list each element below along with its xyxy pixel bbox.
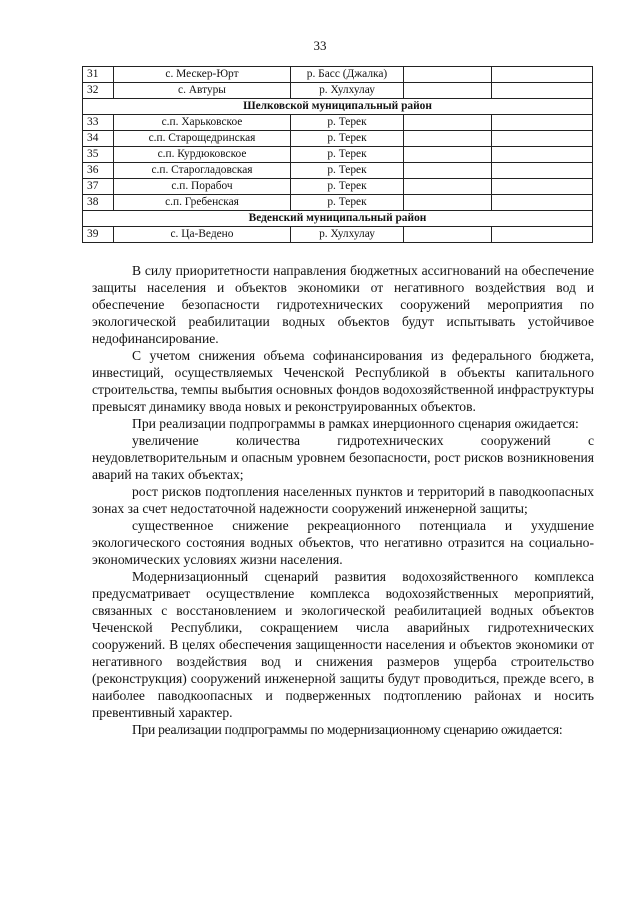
river-name: р. Терек bbox=[291, 115, 404, 131]
river-name: р. Терек bbox=[291, 147, 404, 163]
settlement-name: с.п. Харьковское bbox=[114, 115, 291, 131]
settlement-name: с.п. Курдюковское bbox=[114, 147, 291, 163]
empty-cell bbox=[492, 83, 593, 99]
row-number: 32 bbox=[83, 83, 114, 99]
empty-cell bbox=[492, 67, 593, 83]
table-row bbox=[83, 131, 593, 147]
empty-cell bbox=[492, 227, 593, 243]
paragraph: При реализации подпрограммы в рамках инерционного сценария ожидается: bbox=[132, 416, 579, 431]
empty-cell bbox=[404, 227, 492, 243]
empty-cell bbox=[492, 131, 593, 147]
settlements-table-body bbox=[83, 67, 593, 243]
settlement-name: с.п. Старогладовская bbox=[114, 163, 291, 179]
table-row bbox=[83, 115, 593, 131]
district-header-row bbox=[83, 99, 593, 115]
settlement-name: с. Ца-Ведено bbox=[114, 227, 291, 243]
river-name: р. Хулхулау bbox=[291, 227, 404, 243]
district-name: Шелковской муниципальный район bbox=[83, 99, 593, 115]
empty-cell bbox=[492, 163, 593, 179]
empty-cell bbox=[492, 179, 593, 195]
row-number: 37 bbox=[83, 179, 114, 195]
row-number: 36 bbox=[83, 163, 114, 179]
empty-cell bbox=[492, 195, 593, 211]
row-number: 31 bbox=[83, 67, 114, 83]
empty-cell bbox=[404, 83, 492, 99]
row-number: 39 bbox=[83, 227, 114, 243]
table-row bbox=[83, 147, 593, 163]
settlement-name: с. Автуры bbox=[114, 83, 291, 99]
river-name: р. Терек bbox=[291, 179, 404, 195]
settlement-name: с.п. Гребенская bbox=[114, 195, 291, 211]
paragraph: С учетом снижения объема софинансирования из федерального бюджета, инвестиций, осуществляемых Чеченской Республикой в объекты капитального строительства, темпы выбытия основных фондов водохозяйственной инфраструктуры превысят динамику ввода новых и реконструированных объектов. bbox=[92, 348, 594, 414]
river-name: р. Басс (Джалка) bbox=[291, 67, 404, 83]
row-number: 35 bbox=[83, 147, 114, 163]
empty-cell bbox=[404, 163, 492, 179]
empty-cell bbox=[492, 115, 593, 131]
table-row bbox=[83, 163, 593, 179]
river-name: р. Терек bbox=[291, 163, 404, 179]
empty-cell bbox=[404, 67, 492, 83]
river-name: р. Терек bbox=[291, 195, 404, 211]
paragraph: увеличение количества гидротехнических сооружений с неудовлетворительным и опасным уровнем безопасности, рост рисков возникновения аварий на таких объектах; bbox=[92, 433, 594, 482]
settlements-table bbox=[82, 66, 593, 243]
paragraph: рост рисков подтопления населенных пунктов и территорий в паводкоопасных зонах за счет недостаточной надежности сооружений инженерной защиты; bbox=[92, 484, 594, 516]
settlement-name: с. Мескер-Юрт bbox=[114, 67, 291, 83]
district-name: Веденский муниципальный район bbox=[83, 211, 593, 227]
empty-cell bbox=[404, 115, 492, 131]
river-name: р. Хулхулау bbox=[291, 83, 404, 99]
paragraph: При реализации подпрограммы по модернизационному сценарию ожидается: bbox=[132, 722, 563, 737]
district-header-row bbox=[83, 211, 593, 227]
table-row bbox=[83, 195, 593, 211]
row-number: 33 bbox=[83, 115, 114, 131]
settlement-name: с.п. Старощедринская bbox=[114, 131, 291, 147]
paragraph: существенное снижение рекреационного потенциала и ухудшение экологического состояния водных объектов, что негативно отразится на социально-экономических условиях жизни населения. bbox=[92, 518, 594, 567]
paragraph: В силу приоритетности направления бюджетных ассигнований на обеспечение защиты населения и объектов экономики от негативного воздействия вод и обеспечение безопасности гидротехнических сооружений мероприятия по экологической реабилитации водных объектов будут испытывать устойчивое недофинансирование. bbox=[92, 263, 594, 346]
empty-cell bbox=[404, 179, 492, 195]
table-row bbox=[83, 179, 593, 195]
body-text bbox=[92, 262, 594, 738]
paragraph: Модернизационный сценарий развития водохозяйственного комплекса предусматривает осуществление комплекса водохозяйственных мероприятий, связанных с восстановлением и экологической реабилитацией водных объектов Чеченской Республики, сокращением числа аварийных гидротехнических сооружений. В целях обеспечения защищенности населения и объектов экономики от негативного воздействия вод и снижения размеров ущерба строительство (реконструкция) сооружений инженерной защиты будут проводиться, прежде всего, в наиболее паводкоопасных и подверженных подтоплению районах и носить превентивный характер. bbox=[92, 569, 594, 720]
table-row bbox=[83, 67, 593, 83]
empty-cell bbox=[492, 147, 593, 163]
empty-cell bbox=[404, 195, 492, 211]
row-number: 34 bbox=[83, 131, 114, 147]
row-number: 38 bbox=[83, 195, 114, 211]
table-row bbox=[83, 227, 593, 243]
empty-cell bbox=[404, 147, 492, 163]
river-name: р. Терек bbox=[291, 131, 404, 147]
page-number: 33 bbox=[313, 38, 327, 53]
empty-cell bbox=[404, 131, 492, 147]
settlement-name: с.п. Порабоч bbox=[114, 179, 291, 195]
table-row bbox=[83, 83, 593, 99]
